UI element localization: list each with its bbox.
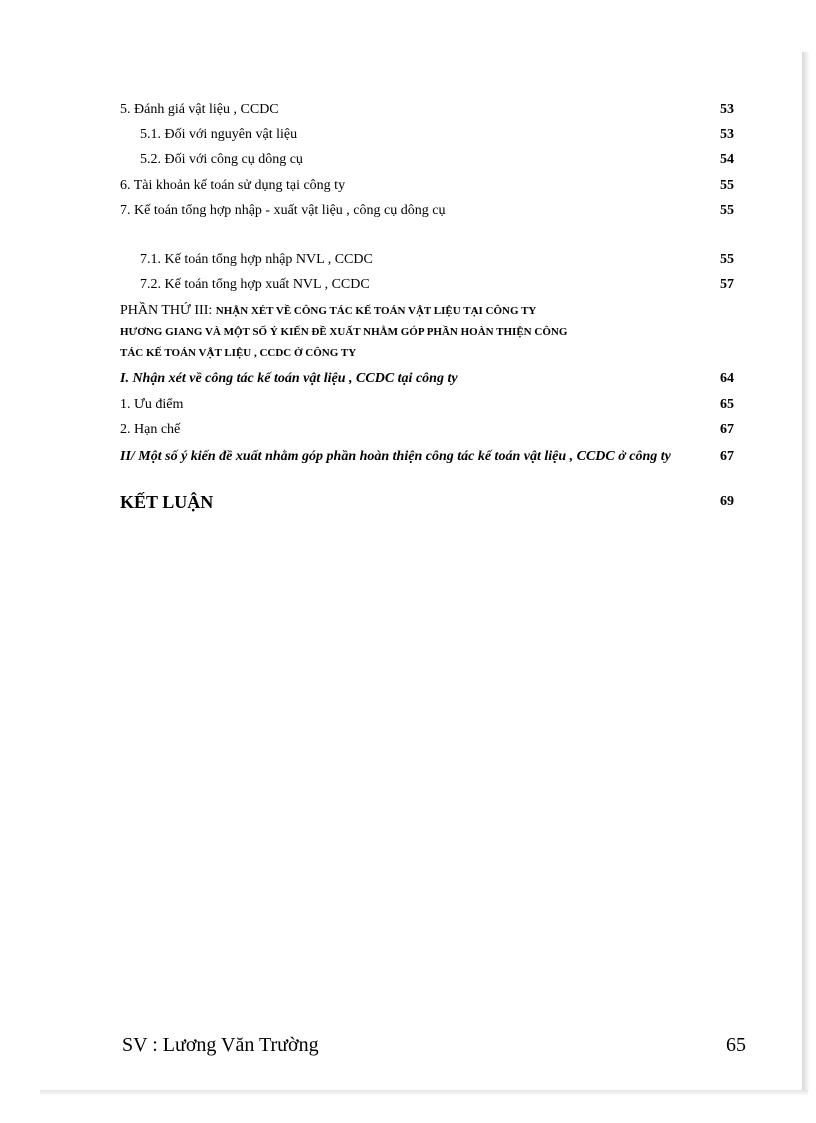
toc-entry-conclusion xyxy=(120,491,734,513)
toc-entry-page: 55 xyxy=(720,252,734,267)
page-footer xyxy=(122,1034,746,1057)
part-three-prefix: PHẦN THỨ III: xyxy=(120,303,216,318)
toc-entry-title: 1. Ưu điểm xyxy=(120,397,184,412)
toc-entry-page: 64 xyxy=(720,371,734,386)
part-three-line-1: PHẦN THỨ III: NHẬN XÉT VỀ CÔNG TÁC KẾ TOÁN VẬT LIỆU TẠI CÔNG TY xyxy=(120,303,537,318)
toc-entry xyxy=(140,276,734,294)
toc-entry xyxy=(140,126,734,144)
toc-entry xyxy=(140,151,734,169)
toc-entry-title: 7.2. Kế toán tổng hợp xuất NVL , CCDC xyxy=(140,277,370,292)
toc-entry-page: 53 xyxy=(720,102,734,117)
toc-entry-title: 7.1. Kế toán tổng hợp nhập NVL , CCDC xyxy=(140,252,373,267)
footer-author: SV : Lương Văn Trường xyxy=(122,1034,319,1056)
toc-entry-page: 55 xyxy=(720,203,734,218)
toc-entry-page: 54 xyxy=(720,152,734,167)
toc-entry-title: 2. Hạn chế xyxy=(120,422,181,437)
toc-entry-page: 67 xyxy=(720,422,734,437)
part-three-line-3: TÁC KẾ TOÁN VẬT LIỆU , CCDC Ở CÔNG TY xyxy=(120,347,357,359)
toc-entry xyxy=(120,421,734,439)
page-shadow-right xyxy=(802,52,810,1092)
toc-entry-page: 65 xyxy=(720,397,734,412)
toc-entry xyxy=(120,202,734,220)
toc-entry-page: 53 xyxy=(720,127,734,142)
toc-entry xyxy=(120,396,734,414)
toc-entry-title: 5.1. Đối với nguyên vật liệu xyxy=(140,127,298,142)
toc-entry xyxy=(120,370,734,388)
toc-entry xyxy=(120,446,734,467)
toc-entry-page: 67 xyxy=(720,449,734,464)
toc-entry-title: 5.2. Đối với công cụ dông cụ xyxy=(140,152,303,167)
toc-entry-page: 57 xyxy=(720,277,734,292)
footer-page-number: 65 xyxy=(726,1034,746,1056)
part-three-heading xyxy=(120,300,680,364)
part-three-line-2: HƯƠNG GIANG VÀ MỘT SỐ Ý KIẾN ĐỀ XUẤT NHẰM GÓP PHẦN HOÀN THIỆN CÔNG xyxy=(120,326,568,338)
toc-entry xyxy=(120,177,734,195)
toc-entry-page: 55 xyxy=(720,178,734,193)
toc-entry xyxy=(120,101,734,119)
toc-entry-title: 7. Kế toán tổng hợp nhập - xuất vật liệu , công cụ dông cụ xyxy=(120,203,446,218)
toc-entry-title: II/ Một số ý kiến đề xuất nhằm góp phần hoàn thiện công tác kế toán vật liệu , CCDC ở công ty xyxy=(120,449,671,464)
toc-entry-page: 69 xyxy=(720,494,734,509)
toc-entry xyxy=(140,251,734,269)
toc-entry-title: KẾT LUẬN xyxy=(120,492,214,512)
page-shadow-bottom xyxy=(40,1090,808,1096)
toc-entry-title: 6. Tài khoản kế toán sử dụng tại công ty xyxy=(120,178,346,193)
toc-entry-title: I. Nhận xét về công tác kế toán vật liệu , CCDC tại công ty xyxy=(120,371,458,386)
toc-entry-title: 5. Đánh giá vật liệu , CCDC xyxy=(120,102,279,117)
